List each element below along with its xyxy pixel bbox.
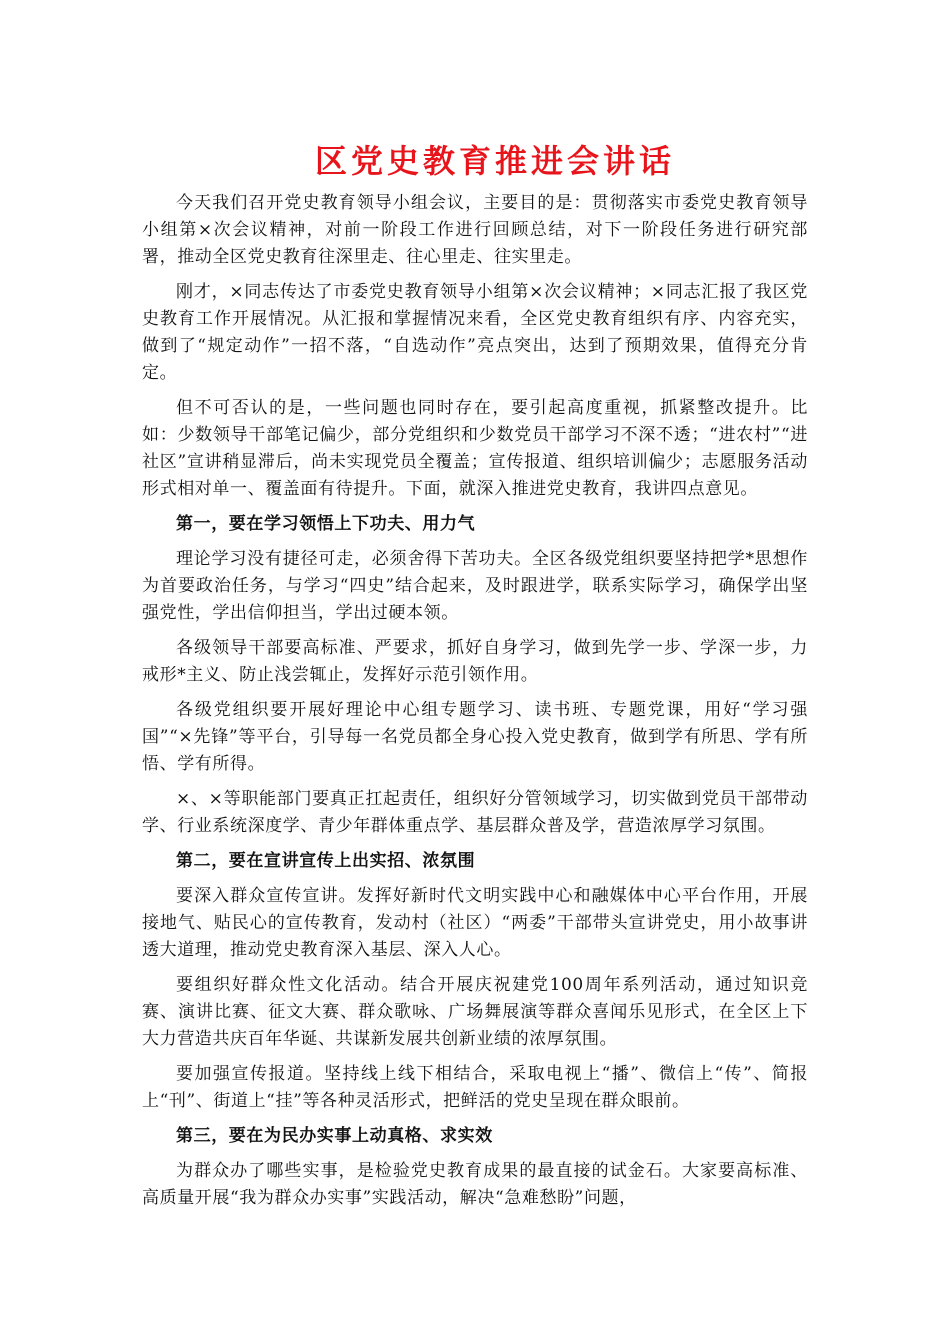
body-paragraph: 要加强宣传报道。坚持线上线下相结合，采取电视上“播”、微信上“传”、简报上“刊”、街道上“挂”等各种灵活形式，把鲜活的党史呈现在群众眼前。 <box>142 1064 808 1111</box>
body-paragraph: 要深入群众宣传宣讲。发挥好新时代文明实践中心和融媒体中心平台作用，开展接地气、贴民心的宣传教育，发动村（社区）“两委”干部带头宣讲党史，用小故事讲透大道理，推动党史教育深入基层、深入人心。 <box>142 886 808 960</box>
section-heading: 第三，要在为民办实事上动真格、求实效 <box>176 1126 493 1146</box>
document-title: 区党史教育推进会讲话 <box>314 142 675 180</box>
body-paragraph: 但不可否认的是，一些问题也同时存在，要引起高度重视，抓紧整改提升。比如：少数领导干部笔记偏少，部分党组织和少数党员干部学习不深不透；“进农村”“进社区”宣讲稍显滞后，尚未实现党员全覆盖；宣传报道、组织培训偏少；志愿服务活动形式相对单一、覆盖面有待提升。下面，就深入推进党史教育，我讲四点意见。 <box>142 398 808 499</box>
body-paragraph: ×、×等职能部门要真正扛起责任，组织好分管领域学习，切实做到党员干部带动学、行业系统深度学、青少年群体重点学、基层群众普及学，营造浓厚学习氛围。 <box>142 789 808 836</box>
document-body <box>142 136 808 1220</box>
body-paragraph: 今天我们召开党史教育领导小组会议，主要目的是：贯彻落实市委党史教育领导小组第×次会议精神，对前一阶段工作进行回顾总结，对下一阶段任务进行研究部署，推动全区党史教育往深里走、往心里走、往实里走。 <box>142 193 808 267</box>
section-heading: 第一，要在学习领悟上下功夫、用力气 <box>176 514 476 534</box>
body-paragraph: 各级领导干部要高标准、严要求，抓好自身学习，做到先学一步、学深一步，力戒形*主义、防止浅尝辄止，发挥好示范引领作用。 <box>142 638 808 685</box>
body-paragraph: 刚才，×同志传达了市委党史教育领导小组第×次会议精神；×同志汇报了我区党史教育工作开展情况。从汇报和掌握情况来看，全区党史教育组织有序、内容充实，做到了“规定动作”一招不落，“自选动作”亮点突出，达到了预期效果，值得充分肯定。 <box>142 282 808 383</box>
body-paragraph: 为群众办了哪些实事，是检验党史教育成果的最直接的试金石。大家要高标准、高质量开展“我为群众办实事”实践活动，解决“急难愁盼”问题， <box>142 1161 808 1208</box>
body-paragraph: 各级党组织要开展好理论中心组专题学习、读书班、专题党课，用好“学习强国”“×先锋”等平台，引导每一名党员都全身心投入党史教育，做到学有所思、学有所悟、学有所得。 <box>142 700 808 774</box>
body-paragraph: 要组织好群众性文化活动。结合开展庆祝建党100周年系列活动，通过知识竞赛、演讲比赛、征文大赛、群众歌咏、广场舞展演等群众喜闻乐见形式，在全区上下大力营造共庆百年华诞、共谋新发展共创新业绩的浓厚氛围。 <box>142 975 808 1049</box>
section-heading: 第二，要在宣讲宣传上出实招、浓氛围 <box>176 851 476 871</box>
body-paragraph: 理论学习没有捷径可走，必须舍得下苦功夫。全区各级党组织要坚持把学*思想作为首要政治任务，与学习“四史”结合起来，及时跟进学，联系实际学习，确保学出坚强党性，学出信仰担当，学出过硬本领。 <box>142 549 808 623</box>
